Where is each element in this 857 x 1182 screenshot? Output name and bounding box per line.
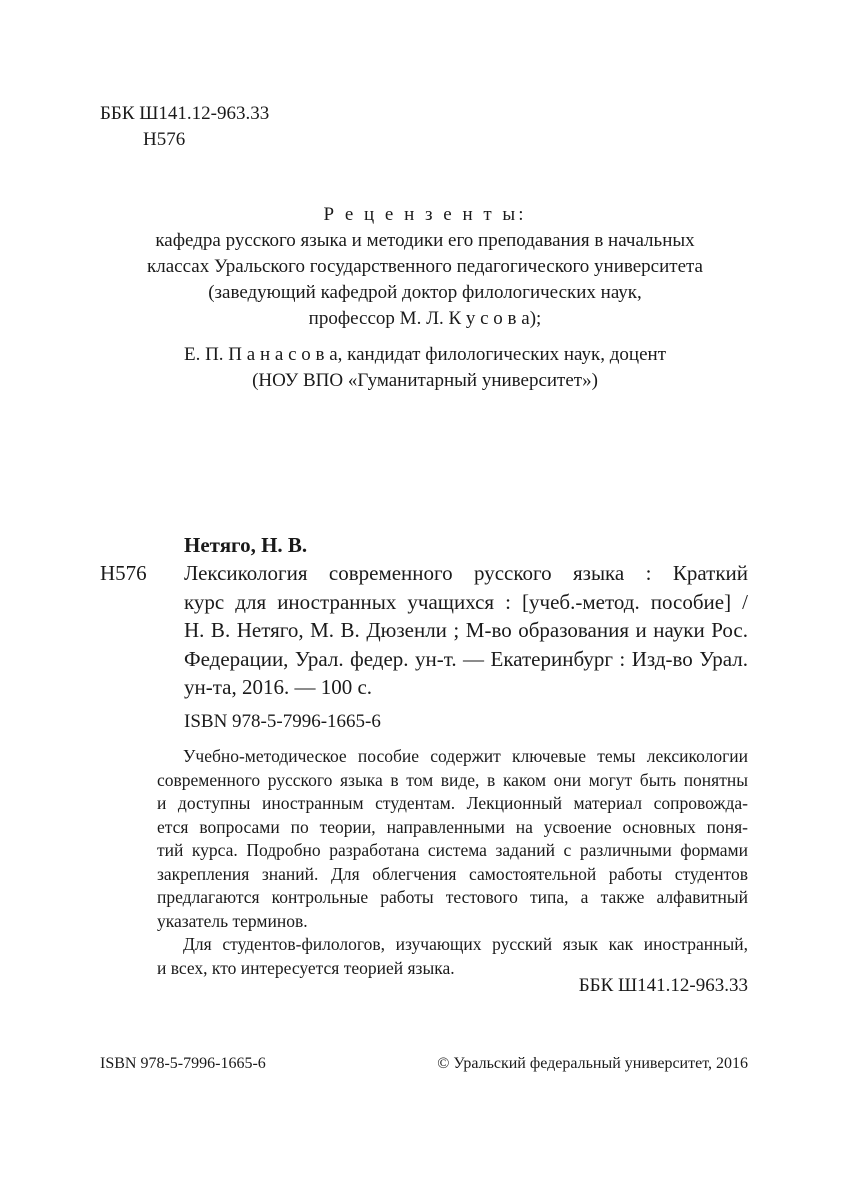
catalog-isbn: ISBN 978-5-7996-1665-6 bbox=[184, 711, 381, 732]
description-line: Лексикология современного русского языка : Краткий bbox=[184, 561, 748, 585]
annotation-line: ется вопросами по теории, направленными на усвоение основных поня- bbox=[157, 816, 748, 837]
reviewer-line: кафедра русского языка и методики его преподавания в начальных bbox=[155, 230, 695, 251]
bbk-classification: ББК Ш141.12-963.33 bbox=[100, 103, 270, 124]
description-line: курс для иностранных учащихся : [учеб.-метод. пособие] / bbox=[184, 589, 748, 614]
footer-isbn: ISBN 978-5-7996-1665-6 bbox=[100, 1055, 266, 1072]
annotation bbox=[157, 745, 748, 980]
author-mark: Н576 bbox=[143, 129, 186, 150]
reviewer-line: профессор М. Л. К у с о в а); bbox=[308, 308, 542, 329]
bbk-classification-bottom: ББК Ш141.12-963.33 bbox=[578, 975, 748, 996]
annotation-line: указатель терминов. bbox=[157, 910, 308, 931]
reviewer-line: классах Уральского государственного педагогического университета bbox=[147, 256, 703, 277]
bibliographic-description bbox=[184, 559, 748, 702]
annotation-line: современного русского языка в том виде, в каком они могут быть понятны bbox=[157, 769, 748, 790]
annotation-line: и всех, кто интересуется теорией языка. bbox=[157, 957, 455, 978]
spacer bbox=[100, 332, 750, 342]
reviewer-line: (заведующий кафедрой доктор филологических наук, bbox=[208, 282, 642, 303]
annotation-line: закрепления знаний. Для облегчения самостоятельной работы студентов bbox=[157, 863, 748, 884]
annotation-line: и доступны иностранным студентам. Лекционный материал сопровожда- bbox=[157, 793, 748, 813]
annotation-line: предлагаются контрольные работы тестового типа, а также алфавитный bbox=[157, 887, 748, 907]
copyright-notice: © Уральский федеральный университет, 2016 bbox=[437, 1055, 748, 1072]
reviewers-block bbox=[100, 202, 750, 394]
catalog-author: Нетяго, Н. В. bbox=[184, 533, 308, 557]
annotation-line: Для студентов-филологов, изучающих русский язык как иностранный, bbox=[183, 934, 748, 954]
annotation-line: тий курса. Подробно разработана система заданий с различными формами bbox=[157, 840, 748, 860]
reviewer-line: Е. П. П а н а с о в а, кандидат филологических наук, доцент bbox=[183, 344, 666, 365]
description-line: Н. В. Нетяго, М. В. Дюзенли ; М-во образования и науки Рос. bbox=[184, 618, 748, 642]
annotation-line: Учебно-методическое пособие содержит ключевые темы лексикологии bbox=[183, 746, 748, 766]
description-line: ун-та, 2016. — 100 с. bbox=[184, 675, 373, 699]
reviewer-line: (НОУ ВПО «Гуманитарный университет») bbox=[252, 370, 598, 391]
reviewers-title: Р е ц е н з е н т ы: bbox=[323, 204, 527, 225]
description-line: Федерации, Урал. федер. ун-т. — Екатеринбург : Изд-во Урал. bbox=[184, 646, 748, 671]
catalog-code: Н576 bbox=[100, 561, 147, 585]
